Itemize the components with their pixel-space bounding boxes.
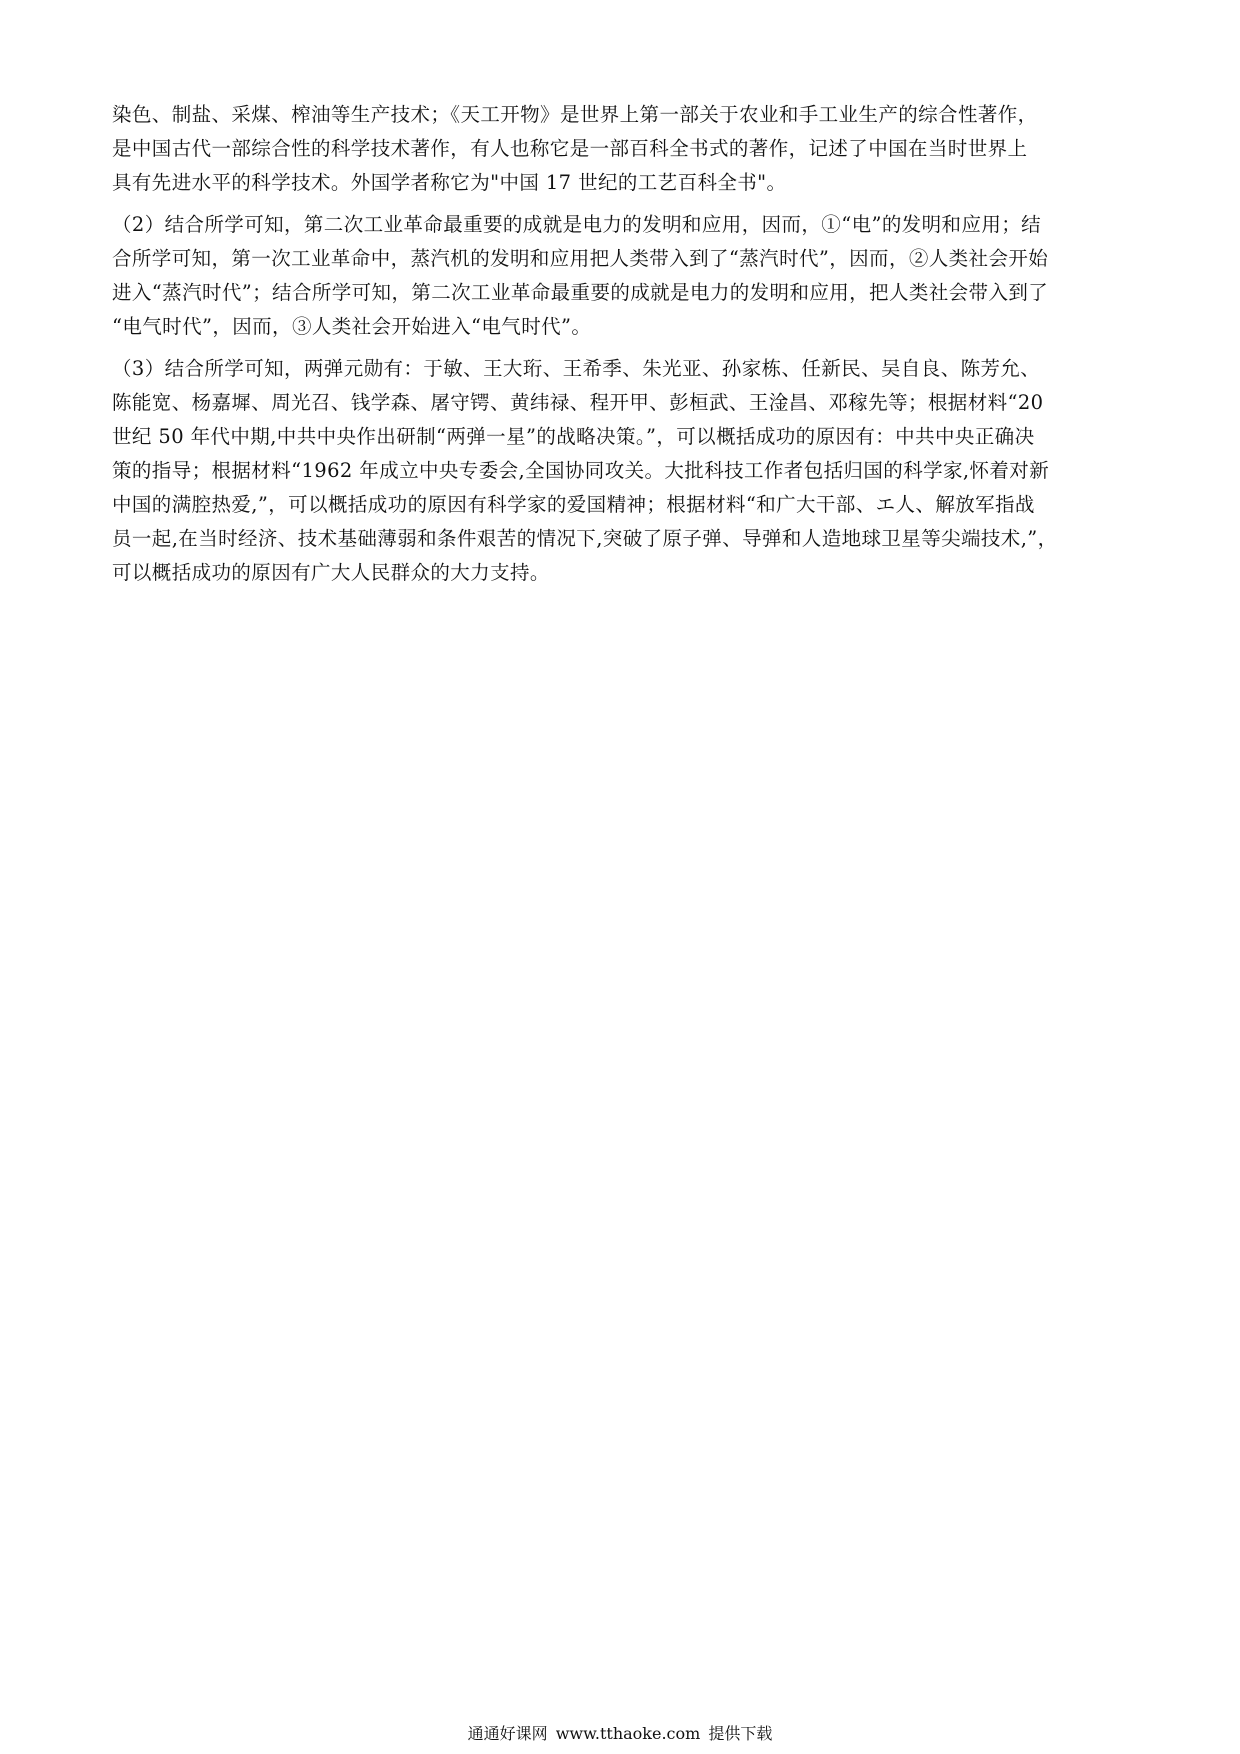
text-line: 中国的满腔热爱,”，可以概括成功的原因有科学家的爱国精神；根据材料“和广大干部、エ人、解放军指战 [112,493,1035,516]
page-footer [0,1724,1240,1744]
footer-url[interactable]: www.tthaoke.com [555,1724,701,1743]
document-body [112,98,1128,590]
footer-site-name: 通通好课网 [467,1724,548,1743]
text-line: 染色、制盐、采煤、榨油等生产技术；《天工开物》是世界上第一部关于农业和手工业生产的综合性著作， [112,103,1038,126]
footer-suffix: 提供下载 [708,1724,773,1743]
text-line: 策的指导；根据材料“1962 年成立中央专委会,全国协同攻关。大批科技工作者包括归国的科学家,怀着对新 [112,459,1050,482]
text-line: （2）结合所学可知，第二次工业革命最重要的成就是电力的发明和应用，因而，①“电”的发明和应用；结 [112,213,1042,236]
text-line: 进入“蒸汽时代”；结合所学可知，第二次工业革命最重要的成就是电力的发明和应用，把人类社会带入到了 [112,281,1049,304]
paragraph-list [112,98,1128,590]
paragraph [112,208,1128,344]
paragraph [112,98,1128,200]
text-line: 具有先进水平的科学技术。外国学者称它为"中国 17 世纪的工艺百科全书"。 [112,171,787,194]
text-line: 员一起,在当时经济、技术基础薄弱和条件艰苦的情况下,突破了原子弹、导弹和人造地球卫星等尖端技术,”， [112,527,1058,550]
text-line: （3）结合所学可知，两弹元勋有：于敏、王大珩、王希季、朱光亚、孙家栋、任新民、吴自良、陈芳允、 [112,357,1041,380]
text-line: 陈能宽、杨嘉墀、周光召、钱学森、屠守锷、黄纬禄、程开甲、彭桓武、王淦昌、邓稼先等；根据材料“20 [112,391,1044,414]
text-line: 世纪 50 年代中期,中共中央作出研制“两弹一星”的战略决策。”，可以概括成功的原因有：中共中央正确决 [112,425,1035,448]
text-line: 合所学可知，第一次工业革命中，蒸汽机的发明和应用把人类带入到了“蒸汽时代”，因而，②人类社会开始 [112,247,1049,270]
text-line: “电气时代”，因而，③人类社会开始进入“电气时代”。 [112,315,592,338]
text-line: 是中国古代一部综合性的科学技术著作，有人也称它是一部百科全书式的著作，记述了中国在当时世界上 [112,137,1028,160]
text-line: 可以概括成功的原因有广大人民群众的大力支持。 [112,561,550,584]
paragraph [112,352,1128,590]
